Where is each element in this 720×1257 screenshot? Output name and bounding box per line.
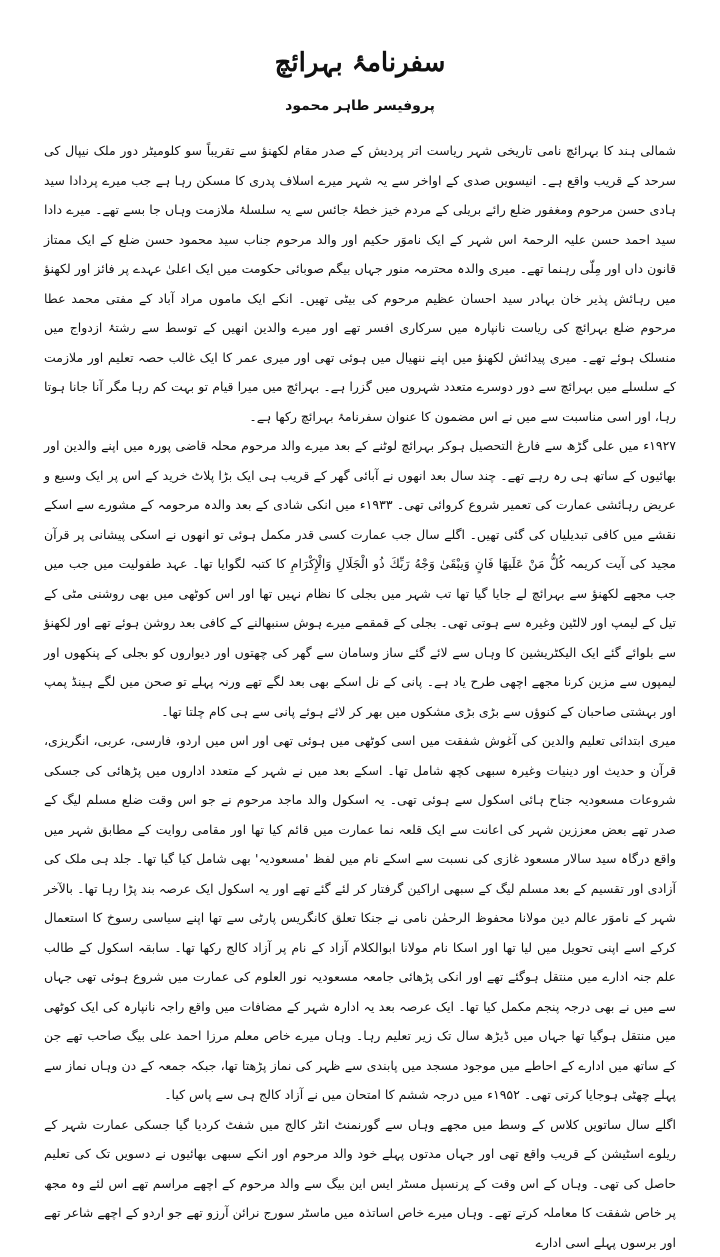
author-name: پروفیسر طاہر محمود: [44, 98, 676, 114]
page-title: سفرنامۂ بہرائچ: [44, 48, 676, 78]
paragraph-1: شمالی ہند کا بہرائچ نامی تاریخی شہر ریاست اتر پردیش کے صدر مقام لکھنؤ سے تقریباً سو کلومیٹر دور ملک نیپال کی سرحد کے قریب واقع ہے۔ انیسویں صدی کے اواخر سے یہ شہر میرے اسلاف پدری کا مسکن رہا ہے جب میرے پردادا سید ہادی حسن مرحوم ومغفور ضلع رائے بریلی کے مردم خیز خطۂ جائس سے یہ سلسلۂ ملازمت وہاں جا بسے تھے۔ میرے دادا سید احمد حسن علیہ الرحمۃ اس شہر کے ایک ناموَر حکیم اور والد مرحوم جناب سید محمود حسن ضلع کے ایک ممتاز قانون داں اور مِلّی رہنما تھے۔ میری والدہ محترمہ منور جہاں بیگم صوبائی حکومت میں ایک اعلیٰ عہدے پر فائز اور لکھنؤ میں رہائش پذیر خان بہادر سید احسان عظیم مرحوم کی بیٹی تھیں۔ انکے ایک ماموں مراد آباد کے مفتی محمد عطا مرحوم ضلع بہرائچ کی ریاست نانپارہ میں سرکاری افسر تھے اور میرے والدین انھیں کے توسط سے رشتۂ ازدواج میں منسلک ہوئے تھے۔ میری پیدائش لکھنؤ میں اپنے ننھیال میں ہوئی تھی اور میری عمر کا ایک غالب حصہ تعلیم اور ملازمت کے سلسلے میں بہرائچ سے دور دوسرے متعدد شہروں میں گزرا ہے۔ بہرائچ میں میرا قیام تو بہت کم رہا مگر آنا جانا ہوتا رہا، اور اسی مناسبت سے میں نے اس مضمون کا عنوان سفرنامۂ بہرائچ رکھا ہے۔: [44, 136, 676, 431]
paragraph-3: میری ابتدائی تعلیم والدین کی آغوش شفقت میں اسی کوٹھی میں ہوئی تھی اور اس میں اردو، فارسی، عربی، انگریزی، قرآن و حدیث اور دینیات وغیرہ سبھی کچھ شامل تھا۔ اسکے بعد میں نے شہر کے متعدد اداروں میں پڑھائی کی جسکی شروعات مسعودیہ جناح ہائی اسکول سے ہوئی تھی۔ یہ اسکول والد ماجد مرحوم نے جو اس وقت ضلع مسلم لیگ کے صدر تھے بعض معززین شہر کی اعانت سے ایک قلعہ نما عمارت میں قائم کیا تھا اور مقامی روایت کے مطابق شہر میں واقع درگاہ سید سالار مسعود غازی کی نسبت سے اسکے نام میں لفظ 'مسعودیہ' بھی شامل کیا گیا تھا۔ جلد ہی ملک کی آزادی اور تقسیم کے بعد مسلم لیگ کے سبھی اراکین گرفتار کر لئے گئے تھے اور یہ اسکول ایک عرصہ بند پڑا رہا تھا۔ بالآخر شہر کے ناموَر عالم دین مولانا محفوظ الرحمٰن نامی نے جنکا تعلق کانگریس پارٹی سے تھا اپنے سیاسی رسوخ کا استعمال کرکے اسے اپنی تحویل میں لیا تھا اور اسکا نام مولانا ابوالکلام آزاد کے نام پر آزاد کالج رکھا تھا۔ سابقہ اسکول کے طالب علم جنہ ادارے میں منتقل ہوگئے تھے اور انکی پڑھائی جامعہ مسعودیہ نور العلوم کی عمارت میں شروع ہوئی تھی جہاں سے میں نے بھی درجہ پنجم مکمل کیا تھا۔ ایک عرصہ بعد یہ ادارہ شہر کے مضافات میں واقع راجہ نانپارہ کی ایک کوٹھی میں منتقل ہوگیا تھا جہاں میں ڈیڑھ سال تک زیر تعلیم رہا۔ وہاں میرے خاص معلم مرزا احمد علی بیگ صاحب تھے جن کے ساتھ میں ادارے کے احاطے میں موجود مسجد میں پابندی سے ظہر کی نماز پڑھتا تھا، جبکہ جمعہ کے دن وہاں نماز سے پہلے چھٹی ہوجایا کرتی تھی۔ ۱۹۵۲ء میں درجہ ششم کا امتحان میں نے آزاد کالج ہی سے پاس کیا۔: [44, 726, 676, 1110]
paragraph-4: اگلے سال ساتویں کلاس کے وسط میں مجھے وہاں سے گورنمنٹ انٹر کالج میں شفٹ کردیا گیا جسکی عمارت شہر کے ریلوے اسٹیشن کے قریب واقع تھی اور جہاں مدتوں پہلے خود والد مرحوم اور انکے سبھی بھائیوں نے دسویں تک کی تعلیم حاصل کی تھی۔ وہاں کے اس وقت کے پرنسپل مسٹر ایس این بیگ سے والد مرحوم کے اچھے مراسم تھے اس لئے وہ مجھ پر خاص شفقت کا معاملہ کرتے تھے۔ وہاں میرے خاص اساتذہ میں ماسٹر سورج نرائن آرزو تھے جو اردو کے اچھے شاعر تھے اور برسوں پہلے اسی ادارے: [44, 1110, 676, 1257]
paragraph-2: ۱۹۲۷ء میں علی گڑھ سے فارغ التحصیل ہوکر بہرائچ لوٹنے کے بعد میرے والد مرحوم محلہ قاضی پورہ میں اپنے والدین اور بھائیوں کے ساتھ ہی رہ رہے تھے۔ چند سال بعد انھوں نے آبائی گھر کے قریب ہی ایک بڑا پلاٹ خرید کے اس پر ایک وسیع و عریض رہائشی عمارت کی تعمیر شروع کروائی تھی۔ ۱۹۳۳ء میں انکی شادی کے بعد والدہ مرحومہ کے مشورے سے اسکے نقشے میں کافی تبدیلیاں کی گئی تھیں۔ اگلے سال جب عمارت کسی قدر مکمل ہوئی تو انھوں نے اسکی پیشانی پر قرآن مجید کی آیت کریمہ كُلُّ مَنْ عَلَيهَا فَانٍ وَيبْقَىٰ وَجْهُ رَبِّكَ ذُو الْجَلَالِ وَالْإِكْرَامِ کا کتبہ لگوایا تھا۔ عہد طفولیت میں جب میں جب مجھے لکھنؤ سے بہرائچ لے جایا گیا تھا تب شہر میں بجلی کا نظام نہیں تھا اور اس کوٹھی میں بھی روشنی مٹی کے تیل کے لیمپ اور لالٹین وغیرہ سے ہوتی تھی۔ بجلی کے قمقمے میرے ہوش سنبھالنے کے کافی بعد روشن ہوئے تھے اور لکھنؤ سے بلوائے گئے ایک الیکٹریشین کا وہاں سے لائے گئے ساز وسامان سے گھر کی چھتوں اور دیواروں کو بجلی کے پنکھوں اور لیمپوں سے مزین کرنا مجھے اچھی طرح یاد ہے۔ پانی کے نل اسکے بھی بعد لگے تھے ورنہ پہلے تو صحن میں لگے ہینڈ پمپ اور بہشتی صاحبان کے کنوؤں سے بڑی بڑی مشکوں میں بھر کر لائے ہوئے پانی سے ہی کام چلتا تھا۔: [44, 431, 676, 726]
